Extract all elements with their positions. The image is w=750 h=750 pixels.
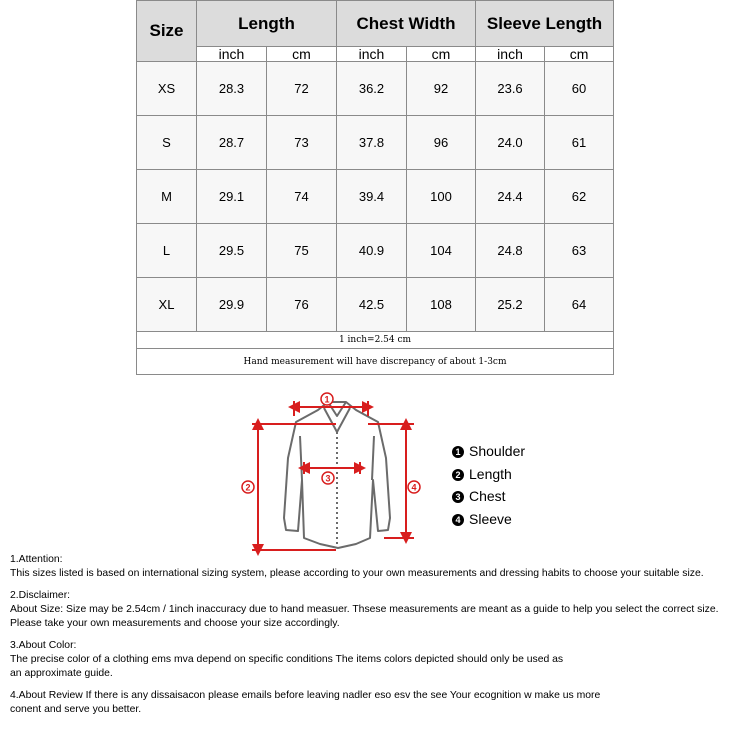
measurement-note-row [137, 349, 614, 375]
size-chart-table [136, 0, 614, 375]
header-size: Size [137, 1, 197, 62]
table-cell: 63 [545, 224, 614, 278]
size-label-cell: XL [137, 278, 197, 332]
note-title: 1.Attention: [10, 554, 63, 565]
unit-cell: inch [197, 47, 267, 62]
size-label-cell: L [137, 224, 197, 278]
table-cell: 74 [267, 170, 337, 224]
svg-text:2: 2 [245, 482, 251, 493]
unit-cell: cm [267, 47, 337, 62]
table-cell: 25.2 [476, 278, 545, 332]
note-title: 3.About Color: [10, 640, 77, 651]
table-cell: 76 [267, 278, 337, 332]
legend-label: Chest [469, 488, 506, 504]
legend-label: Sleeve [469, 510, 512, 527]
table-cell: 36.2 [337, 62, 407, 116]
table-cell: 62 [545, 170, 614, 224]
table-row [137, 224, 614, 278]
note-block [10, 639, 745, 681]
marker-3 [322, 472, 334, 484]
size-label-cell: M [137, 170, 197, 224]
legend-number-icon: 4 [452, 514, 464, 526]
table-cell: 72 [267, 62, 337, 116]
legend-label: Shoulder [469, 443, 526, 459]
size-label-cell: S [137, 116, 197, 170]
table-cell: 64 [545, 278, 614, 332]
table-cell: 29.9 [197, 278, 267, 332]
note-line: an approximate guide. [10, 668, 113, 679]
table-cell: 100 [407, 170, 476, 224]
table-cell: 42.5 [337, 278, 407, 332]
table-row [137, 278, 614, 332]
table-cell: 75 [267, 224, 337, 278]
table-cell: 39.4 [337, 170, 407, 224]
note-line: This sizes listed is based on international sizing system, please according to your own measurements and dressing habits to choose your suitable size. [10, 568, 704, 579]
marker-4 [408, 481, 420, 493]
svg-text:1: 1 [324, 394, 330, 405]
note-line: 4.About Review If there is any dissaisacon please emails before leaving nadler eso esv the see Your ecognition w make us more [10, 690, 601, 701]
note-line: About Size: Size may be 2.54cm / 1inch inaccuracy due to hand measuer. Thsese measurements are meant as a guide to help you select the correct size. [10, 604, 719, 615]
legend-item [452, 508, 525, 531]
conversion-note: 1 inch=2.54 cm [137, 332, 614, 349]
diagram-legend [452, 440, 525, 530]
header-chest-width: Chest Width [337, 1, 476, 47]
table-cell: 23.6 [476, 62, 545, 116]
table-cell: 29.5 [197, 224, 267, 278]
table-row [137, 62, 614, 116]
table-cell: 24.4 [476, 170, 545, 224]
table-cell: 29.1 [197, 170, 267, 224]
table-cell: 28.3 [197, 62, 267, 116]
note-title: 2.Disclaimer: [10, 590, 71, 601]
legend-item [452, 463, 525, 486]
note-block [10, 689, 745, 717]
marker-1 [321, 393, 333, 405]
legend-number-icon: 3 [452, 491, 464, 503]
header-length: Length [197, 1, 337, 47]
note-line: Please take your own measurements and choose your size accordingly. [10, 618, 340, 629]
table-cell: 104 [407, 224, 476, 278]
table-header-row [137, 1, 614, 47]
marker-2 [242, 481, 254, 493]
table-cell: 28.7 [197, 116, 267, 170]
legend-item [452, 485, 525, 508]
table-cell: 24.8 [476, 224, 545, 278]
legend-number-icon: 1 [452, 446, 464, 458]
legend-label: Length [469, 465, 512, 482]
table-row [137, 170, 614, 224]
measurement-note: Hand measurement will have discrepancy of about 1-3cm [137, 349, 614, 375]
unit-cell: cm [407, 47, 476, 62]
shirt-measurement-diagram [238, 388, 438, 558]
notes-section [10, 553, 745, 725]
note-block [10, 553, 745, 581]
unit-cell: cm [545, 47, 614, 62]
size-label-cell: XS [137, 62, 197, 116]
svg-text:4: 4 [411, 482, 417, 493]
table-cell: 40.9 [337, 224, 407, 278]
table-cell: 37.8 [337, 116, 407, 170]
table-cell: 24.0 [476, 116, 545, 170]
note-line: conent and serve you better. [10, 704, 142, 715]
conversion-note-row [137, 332, 614, 349]
table-row [137, 116, 614, 170]
units-row [137, 47, 614, 62]
unit-cell: inch [337, 47, 407, 62]
table-cell: 61 [545, 116, 614, 170]
unit-cell: inch [476, 47, 545, 62]
table-cell: 96 [407, 116, 476, 170]
header-sleeve-length: Sleeve Length [476, 1, 614, 47]
note-block [10, 589, 745, 631]
table-cell: 108 [407, 278, 476, 332]
legend-item [452, 440, 525, 463]
table-cell: 92 [407, 62, 476, 116]
note-line: The precise color of a clothing ems mva depend on specific conditions The items colors depicted should only be used as [10, 654, 564, 665]
table-cell: 60 [545, 62, 614, 116]
legend-number-icon: 2 [452, 469, 464, 481]
table-cell: 73 [267, 116, 337, 170]
svg-text:3: 3 [325, 473, 331, 484]
